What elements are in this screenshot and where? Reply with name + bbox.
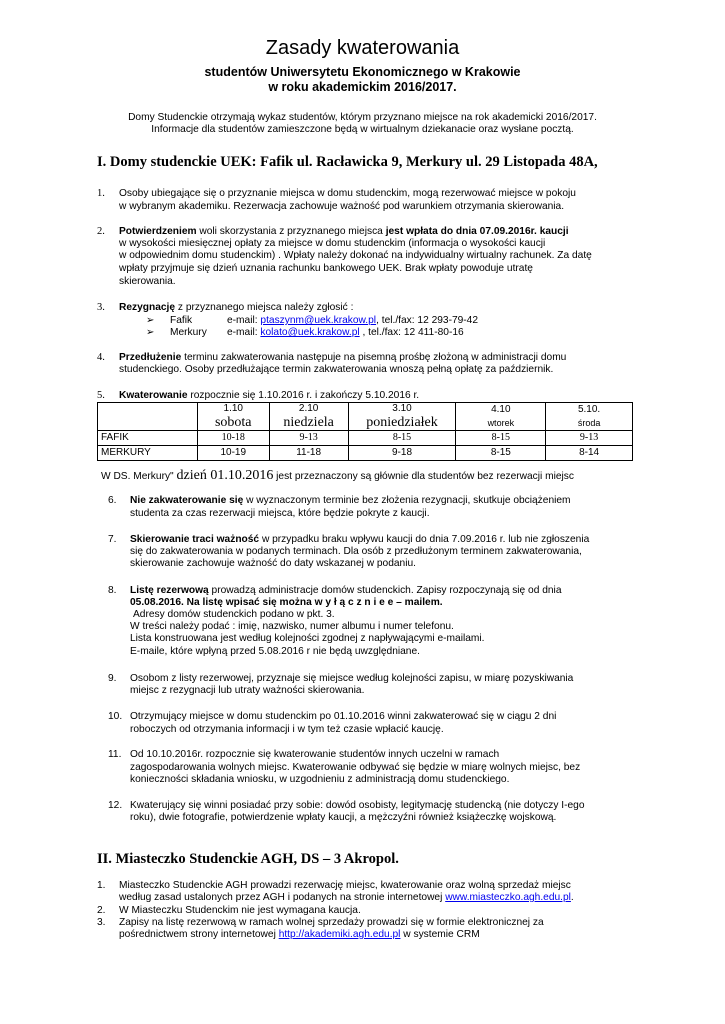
head-date: 5.10. — [577, 404, 601, 416]
item-6-line-2: studenta za czas rezerwacji miejsca, które będzie pokryte z kaucji. — [130, 508, 430, 519]
phone-merkury: , tel./fax: 12 411-80-16 — [359, 327, 464, 338]
item-7-text: w przypadku braku wpływu kaucji do dnia 7.09.2016 r. lub nie zgłoszenia — [259, 534, 590, 545]
item-6-line-1 — [130, 495, 631, 507]
schedule-table — [97, 402, 633, 461]
item-11-line-1: Od 10.10.2016r. rozpocznie się kwaterowanie studentów innych uczelni w ramach — [130, 749, 500, 760]
dorm-name-fafik: Fafik — [170, 315, 193, 326]
item-11-line-3: konieczności składania wniosku, w uzgodnieniu z administracją domu studenckiego. — [130, 774, 510, 785]
time-cell: 10-19 — [197, 446, 269, 461]
s2-item-1-text: według zasad ustalonych przez AGH i podanych na stronie internetowej — [119, 892, 446, 903]
s2-item-1-line-1: Miasteczko Studenckie AGH prowadzi rezerwację miejsc, kwaterowanie oraz wolną sprzedaż miejsc — [119, 880, 571, 891]
item-8-bold: Listę rezerwową — [130, 585, 209, 596]
phone-fafik: , tel./fax: 12 293-79-42 — [376, 315, 479, 326]
item-8-line-3: Adresy domów studenckich podano w pkt. 3. — [133, 609, 335, 620]
item-9-number: 9. — [108, 673, 117, 684]
schedule-head-cell — [546, 403, 633, 431]
item-2-line-2: w wysokości miesięcznej opłaty za miejsce w domu studenckim (informacja o wysokości kaucji — [119, 238, 546, 249]
note-text-1: W DS. Merkury" — [101, 471, 177, 482]
item-2-text-1: woli skorzystania z przyznanego miejsca — [196, 226, 386, 237]
item-10-line-2: roboczych od otrzymania informacji i w tym też czasie wpłacić kaucję. — [130, 724, 444, 735]
email-label-fafik: e-mail: — [227, 315, 261, 326]
head-weekday: niedziela — [283, 415, 334, 431]
schedule-corner-cell — [98, 403, 198, 431]
item-7-bold: Skierowanie traci ważność — [130, 534, 260, 545]
item-11-line-2: zagospodarowania wolnych miejsc. Kwaterowanie odbywać się będzie w miarę wolnych miejsc, bez — [130, 762, 581, 773]
schedule-head-cell — [456, 403, 546, 431]
item-4-text: terminu zakwaterowania następuje na pisemną prośbę złożoną w administracji domu — [181, 352, 567, 363]
item-4-line-1 — [119, 352, 631, 364]
item-3-bold: Rezygnację — [119, 302, 176, 313]
schedule-header-row — [98, 403, 633, 431]
item-9-line-1: Osobom z listy rezerwowej, przyznaje się miejsce według kolejności zapisu, w miarę pozyskiwania — [130, 673, 574, 684]
akademiki-link[interactable]: http://akademiki.agh.edu.pl — [278, 929, 401, 940]
item-8-line-6: E-maile, które wpłyną przed 5.08.2016 r nie będą uwzględniane. — [130, 646, 420, 657]
item-7-line-2: się do zakwaterowania w podanych terminach. Dla osób z przedłużonym terminem zakwaterowania, — [130, 546, 582, 557]
item-8-text: prowadzą administracje domów studenckich. Zapisy rozpoczynają się od dnia — [208, 585, 562, 596]
arrow-bullet-icon: ➢ — [146, 315, 155, 326]
s2-item-3-line-1: Zapisy na listę rezerwową w ramach wolnej sprzedaży prowadzi się w formie elektronicznej za — [119, 917, 544, 928]
item-10-number: 10. — [108, 711, 123, 722]
document-subtitle-1: studentów Uniwersytetu Ekonomicznego w Krakowie — [204, 65, 521, 79]
arrow-bullet-icon: ➢ — [146, 327, 155, 338]
note-text-2: jest przeznaczony są głównie dla studentów bez rezerwacji miejsc — [273, 471, 574, 482]
email-link-fafik[interactable]: ptaszynm@uek.krakow.pl — [260, 315, 377, 326]
resignation-fafik — [146, 315, 478, 327]
item-2-line-5: skierowania. — [119, 276, 176, 287]
s2-item-3-text: pośrednictwem strony internetowej — [119, 929, 279, 940]
item-12-number: 12. — [108, 800, 123, 811]
head-weekday: poniedziałek — [366, 415, 438, 431]
document-subtitle-2: w roku akademickim 2016/2017. — [268, 80, 457, 94]
s2-item-3-line-2 — [119, 929, 631, 941]
section-1-heading: I. Domy studenckie UEK: Fafik ul. Racławicka 9, Merkury ul. 29 Listopada 48A, — [97, 154, 598, 170]
head-date: 2.10 — [298, 403, 319, 414]
item-4-bold: Przedłużenie — [119, 352, 182, 363]
time-cell: 11-18 — [269, 446, 348, 461]
item-4-line-2: studenckiego. Osoby przedłużające termin zakwaterowania wnoszą pełną opłatę za październik. — [119, 364, 554, 375]
item-3-text: z przyznanego miejsca należy zgłosić : — [175, 302, 354, 313]
s2-item-2-line-1: W Miasteczku Studenckim nie jest wymagana kaucja. — [119, 905, 361, 916]
intro-line-2: Informacje dla studentów zamieszczone będą w wirtualnym dziekanacie oraz wysłane pocztą. — [151, 124, 574, 135]
item-2-line-3: w odpowiednim domu studenckim) . Wpłaty należy dokonać na indywidualny wirtualny rachunek. Za datę — [119, 250, 592, 261]
schedule-head-cell — [269, 403, 348, 431]
item-7-number: 7. — [108, 534, 117, 545]
item-2-line-1 — [119, 226, 631, 238]
head-weekday: środa — [577, 417, 601, 428]
item-12-line-2: roku), dwie fotografie, potwierdzenie wpłaty kaucji, a mężczyźni również książeczkę wojskową. — [130, 812, 557, 823]
schedule-head-cell — [197, 403, 269, 431]
head-weekday: wtorek — [487, 417, 515, 428]
item-6-text: w wyznaczonym terminie bez złożenia rezygnacji, skutkuje obciążeniem — [243, 495, 571, 506]
item-7-line-1 — [130, 534, 631, 546]
time-cell: 8-15 — [456, 431, 546, 446]
row-label: FAFIK — [98, 431, 198, 446]
intro-line-1: Domy Studenckie otrzymają wykaz studentów, którym przyznano miejsce na rok akademicki 2016/2017. — [128, 112, 597, 123]
item-1-line-2: w wybranym akademiku. Rezerwacja zachowuje ważność pod warunkiem otrzymania skierowania. — [119, 201, 565, 212]
item-5-bold: Kwaterowanie — [119, 390, 188, 401]
schedule-head-cell — [348, 403, 456, 431]
time-cell: 10-18 — [197, 431, 269, 446]
item-11-number: 11. — [108, 749, 122, 760]
item-10-line-1: Otrzymujący miejsce w domu studenckim po 01.10.2016 winni zakwaterować się w ciągu 2 dni — [130, 711, 557, 722]
s2-item-3-number: 3. — [97, 917, 106, 928]
item-2-line-4: wpłaty przyjmuje się dzień uznania rachunku bankowego UEK. Brak wpłaty powoduje utratę — [119, 263, 533, 274]
merkury-note — [101, 468, 574, 483]
s2-item-3-end: w systemie CRM — [400, 929, 480, 940]
item-8-number: 8. — [108, 585, 117, 596]
note-date: dzień 01.10.2016 — [176, 468, 274, 483]
email-link-merkury[interactable]: kolato@uek.krakow.pl — [260, 327, 360, 338]
item-5-number: 5. — [97, 390, 105, 401]
s2-item-1-end: . — [570, 892, 574, 903]
item-2-number: 2. — [97, 226, 105, 237]
item-3-number: 3. — [97, 302, 105, 313]
item-4-number: 4. — [97, 352, 105, 363]
resignation-merkury — [146, 327, 464, 339]
section-2-heading: II. Miasteczko Studenckie AGH, DS – 3 Akropol. — [97, 851, 399, 867]
time-cell: 9-13 — [269, 431, 348, 446]
item-1-line-1: Osoby ubiegające się o przyznanie miejsca w domu studenckim, mogą rezerwować miejsce w pokoju — [119, 188, 576, 199]
head-weekday: sobota — [214, 415, 252, 431]
head-date: 1.10 — [223, 403, 243, 414]
item-6-number: 6. — [108, 495, 117, 506]
item-9-line-2: miejsc z rezygnacji lub utraty ważności skierowania. — [130, 685, 365, 696]
s2-item-1-line-2 — [119, 892, 631, 904]
item-8-line-1 — [130, 585, 631, 597]
head-date: 3.10 — [392, 403, 412, 414]
item-12-line-1: Kwaterujący się winni posiadać przy sobie: dowód osobisty, legitymację studencką (nie dotyczy I-ego — [130, 800, 585, 811]
dorm-name-merkury: Merkury — [170, 327, 207, 338]
time-cell: 8-14 — [546, 446, 633, 461]
item-5-text: rozpocznie się 1.10.2016 r. i zakończy 5.10.2016 r. — [187, 390, 420, 401]
document-title: Zasady kwaterowania — [265, 37, 460, 59]
s2-item-1-number: 1. — [97, 880, 106, 891]
schedule-row-merkury — [98, 446, 633, 461]
item-2-bold-2: jest wpłata do dnia 07.09.2016r. kaucji — [385, 226, 569, 237]
item-8-line-4: W treści należy podać : imię, nazwisko, numer albumu i numer telefonu. — [130, 621, 454, 632]
item-7-line-3: skierowanie zachowuje ważność do daty wskazanej w podaniu. — [130, 558, 416, 569]
item-8-line-5: Lista konstruowana jest według kolejności zgodnej z napływającymi e-mailami. — [130, 633, 485, 644]
item-6-bold: Nie zakwaterowanie się — [130, 495, 244, 506]
schedule-row-fafik — [98, 431, 633, 446]
head-date: 4.10 — [491, 404, 511, 416]
time-cell: 9-18 — [348, 446, 456, 461]
email-label-merkury: e-mail: — [227, 327, 261, 338]
item-5-line-1 — [119, 390, 631, 402]
item-1-number: 1. — [97, 188, 105, 199]
s2-item-2-number: 2. — [97, 905, 106, 916]
item-3-line-1 — [119, 302, 631, 314]
time-cell: 8-15 — [456, 446, 546, 461]
row-label: MERKURY — [98, 446, 198, 461]
item-8-line-2: 05.08.2016. Na listę wpisać się można w y ł ą c z n i e e – mailem. — [130, 597, 443, 608]
time-cell: 8-15 — [348, 431, 456, 446]
miasteczko-link[interactable]: www.miasteczko.agh.edu.pl — [445, 892, 571, 903]
item-2-bold-1: Potwierdzeniem — [119, 226, 197, 237]
time-cell: 9-13 — [546, 431, 633, 446]
